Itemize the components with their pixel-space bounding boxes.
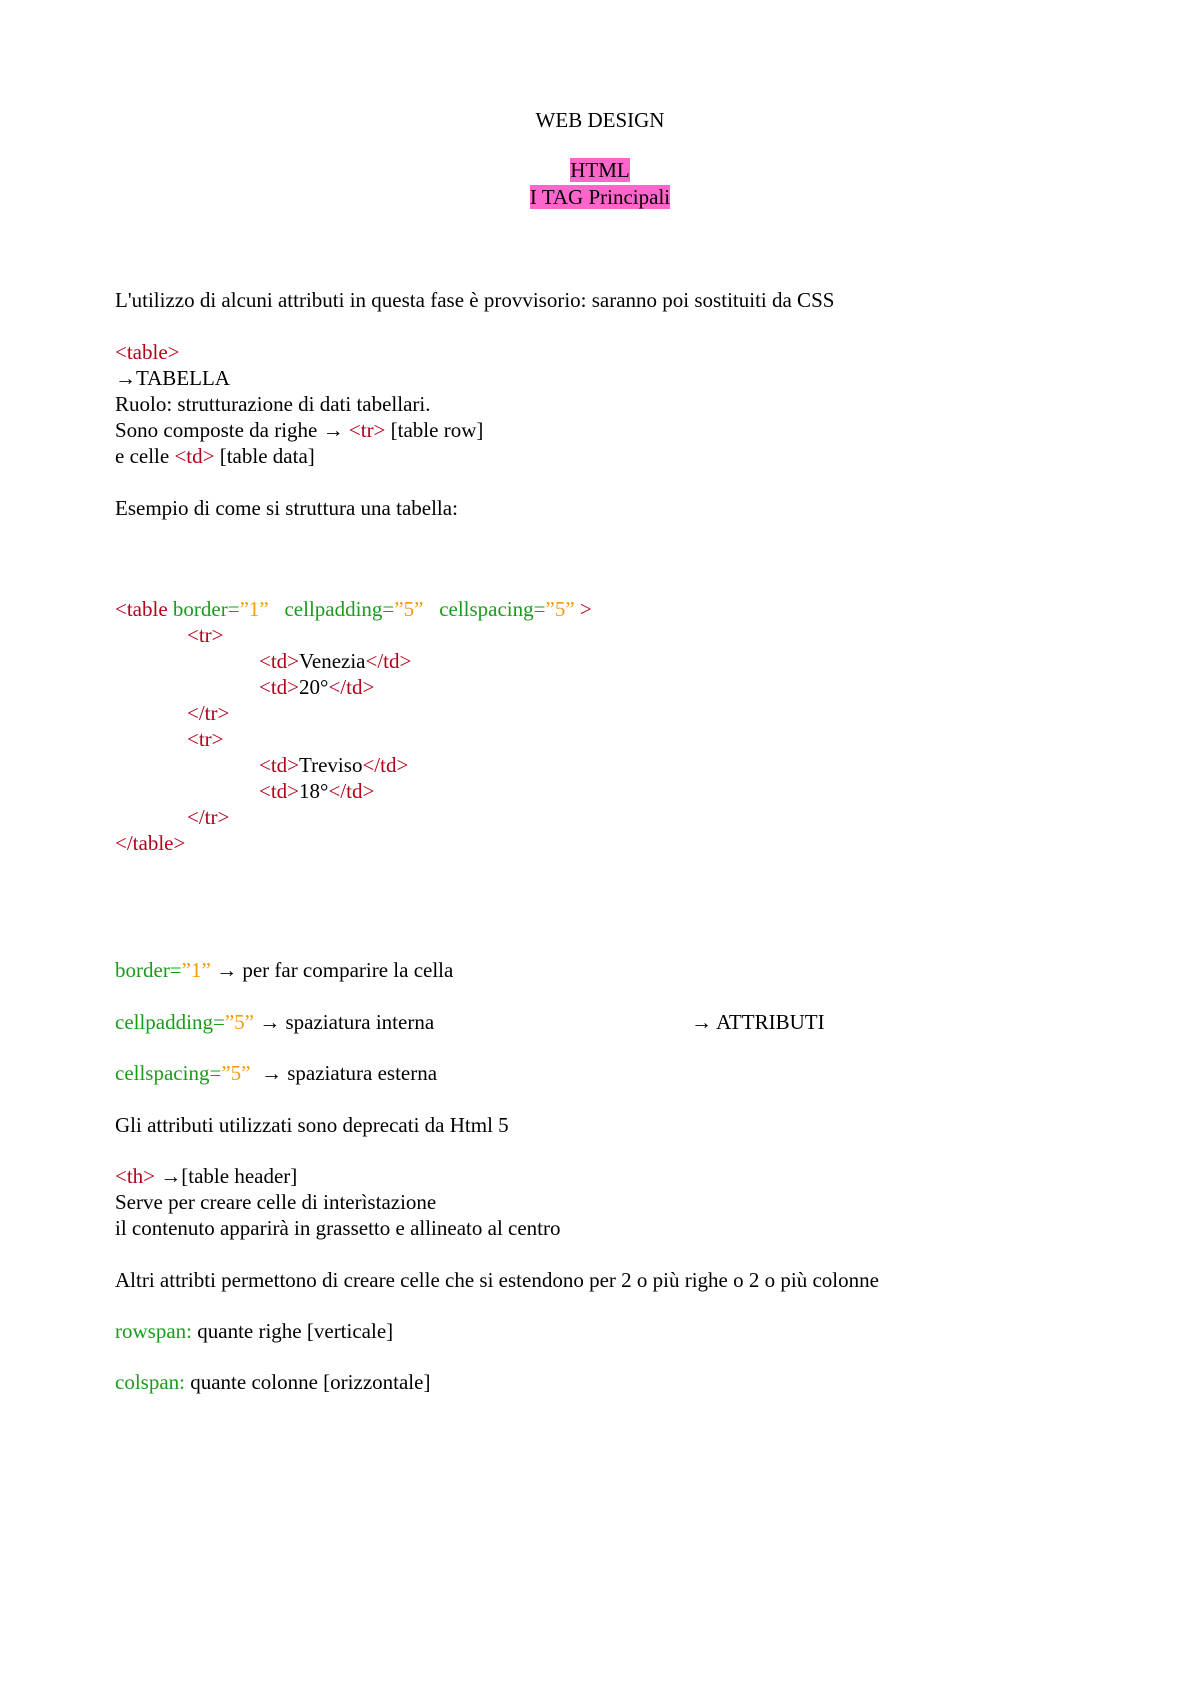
border-attribute-line [115, 957, 453, 983]
code-cell-text: Treviso [299, 753, 363, 777]
subtitle-tags [0, 184, 1200, 210]
cellpadding-val: ”5” [224, 1010, 254, 1034]
th-desc: →[table header] [155, 1164, 298, 1188]
border-val: ”1” [181, 958, 211, 982]
tr-tag: <tr> [348, 418, 386, 442]
attributi-side-label: → ATTRIBUTI [691, 1010, 825, 1034]
code-td-close: </td> [362, 753, 409, 777]
code-td-open: <td> [259, 675, 300, 699]
td-tag: <td> [174, 444, 215, 468]
subtitle-html [0, 157, 1200, 183]
colspan-attr: colspan: [115, 1370, 185, 1394]
code-td-close: </td> [365, 649, 412, 673]
code-cell-text: Venezia [299, 649, 366, 673]
rowspan-attr: rowspan: [115, 1319, 192, 1343]
title-text: WEB DESIGN [535, 108, 665, 132]
code-cell-venezia [259, 648, 411, 674]
cellspacing-desc: → spaziatura esterna [250, 1061, 438, 1085]
table-cells-line [115, 443, 315, 469]
code-table-open-close: > [574, 597, 592, 621]
intro-paragraph: L'utilizzo di alcuni attributi in questa fase è provvisorio: saranno poi sostituiti da CSS [115, 288, 835, 312]
deprecated-note: Gli attributi utilizzati sono deprecati da Html 5 [115, 1113, 509, 1137]
code-cellpadding-attr: cellpadding= [284, 597, 395, 621]
code-table-tag: <table [115, 597, 173, 621]
code-cell-20 [259, 674, 374, 700]
rows-prefix: Sono composte da righe → [115, 418, 349, 442]
code-table-open [115, 596, 592, 622]
th-tag: <th> [115, 1164, 156, 1188]
cellspacing-attribute-line [115, 1060, 437, 1086]
document-title [0, 107, 1200, 133]
subtitle-tags-text: I TAG Principali [529, 185, 671, 209]
code-tr-open-1: <tr> [187, 623, 224, 647]
example-intro: Esempio di come si struttura una tabella: [115, 496, 458, 520]
border-desc: → per far comparire la cella [210, 958, 454, 982]
th-line [115, 1163, 297, 1189]
cells-suffix: [table data] [214, 444, 315, 468]
th-purpose: Serve per creare celle di interìstazione [115, 1190, 437, 1214]
code-tr-open-2: <tr> [187, 727, 224, 751]
code-cell-treviso [259, 752, 408, 778]
subtitle-html-text: HTML [570, 158, 630, 182]
code-tr-close-2: </tr> [187, 805, 230, 829]
cellpadding-attribute-line [115, 1009, 434, 1035]
code-td-open: <td> [259, 649, 300, 673]
code-border-val: ”1” [239, 597, 269, 621]
code-td-close: </td> [328, 779, 375, 803]
border-attr: border= [115, 958, 182, 982]
rows-suffix: [table row] [385, 418, 484, 442]
cellspacing-attr: cellspacing= [115, 1061, 222, 1085]
code-cellspacing-attr: cellspacing= [439, 597, 546, 621]
code-cell-18 [259, 778, 374, 804]
code-cellspacing-val: ”5” [545, 597, 575, 621]
th-content-note: il contenuto apparirà in grassetto e allineato al centro [115, 1216, 561, 1240]
code-cell-text: 18° [299, 779, 329, 803]
code-td-close: </td> [328, 675, 375, 699]
code-table-close: </table> [115, 831, 186, 855]
rowspan-desc: quante righe [verticale] [192, 1319, 394, 1343]
rowspan-line [115, 1318, 393, 1344]
cells-prefix: e celle [115, 444, 175, 468]
code-tr-close-1: </tr> [187, 701, 230, 725]
table-tag-heading: <table> [115, 340, 180, 364]
cellpadding-attr: cellpadding= [115, 1010, 225, 1034]
table-rows-line [115, 417, 483, 443]
colspan-desc: quante colonne [orizzontale] [184, 1370, 431, 1394]
cellpadding-desc: → spaziatura interna [253, 1010, 435, 1034]
code-td-open: <td> [259, 753, 300, 777]
other-attributes-note: Altri attribti permettono di creare celle che si estendono per 2 o più righe o 2 o più colonne [115, 1268, 879, 1292]
table-arrow-label: →TABELLA [115, 366, 230, 390]
code-cell-text: 20° [299, 675, 329, 699]
table-role: Ruolo: strutturazione di dati tabellari. [115, 392, 431, 416]
cellspacing-val: ”5” [221, 1061, 251, 1085]
code-td-open: <td> [259, 779, 300, 803]
code-cellpadding-val: ”5” [394, 597, 424, 621]
code-border-attr: border= [172, 597, 240, 621]
colspan-line [115, 1369, 430, 1395]
